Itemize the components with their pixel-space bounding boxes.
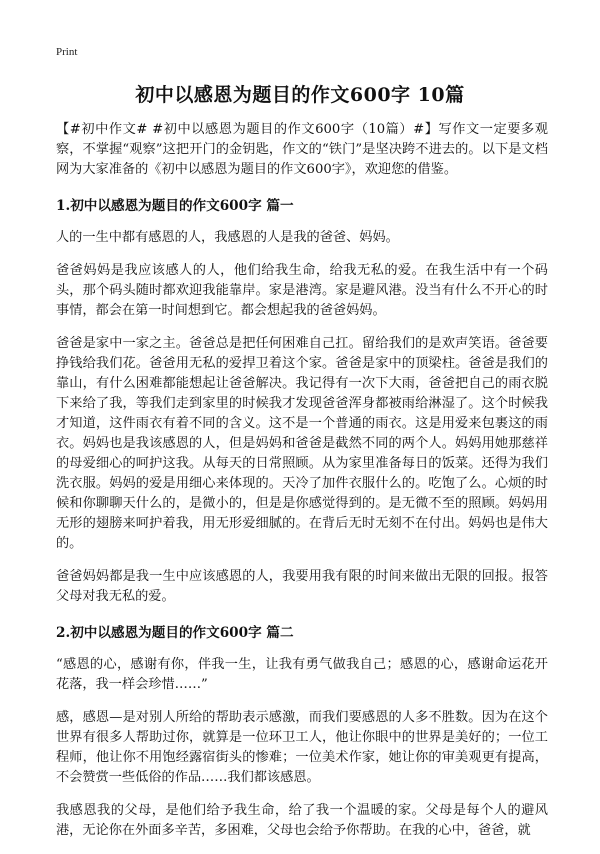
document-title: 初中以感恩为题目的作文600字 10篇 bbox=[135, 84, 465, 106]
paragraph: “感恩的心，感谢有你，伴我一生，让我有勇气做我自己；感恩的心，感谢命运花开花落，我一样会珍惜……” bbox=[56, 657, 548, 692]
paragraph: 爸爸妈妈是我应该感人的人，他们给我生命，给我无私的爱。在我生活中有一个码头，那个码头随时都欢迎我能靠岸。家是港湾。家是避风港。没当有什么不开心的时事情，都会在第一时间想到它。都会想起我的爸爸妈妈。 bbox=[56, 263, 548, 318]
intro-paragraph: 【#初中作文# #初中以感恩为题目的作文600字（10篇）#】写作文一定要多观察，不掌握“观察”这把开门的金钥匙，作文的“铁门”是坚决跨不进去的。以下是文档网为大家准备的《初中以感恩为题目的作文600字》，欢迎您的借鉴。 bbox=[56, 122, 548, 177]
print-link[interactable]: Print bbox=[56, 46, 78, 58]
document-body bbox=[56, 120, 548, 854]
paragraph: 我感恩我的父母，是他们给予我生命，给了我一个温暖的家。父母是每个人的避风港，无论你在外面多辛苦，多困难，父母也会给予你帮助。在我的心中，爸爸，就 bbox=[56, 803, 548, 838]
paragraph: 爸爸是家中一家之主。爸爸总是把任何困难自己扛。留给我们的是欢声笑语。爸爸要挣钱给我们花。爸爸用无私的爱捍卫着这个家。爸爸是家中的顶梁柱。爸爸是我们的靠山，有什么困难都能想起让爸爸解决。我记得有一次下大雨，爸爸把自己的雨衣脱下来给了我，等我们走到家里的时候我才发现爸爸浑身都被雨给淋湿了。这个时候我才知道，这件雨衣有着不同的含义。这不是一个普通的雨衣。这是用爱来包裹这的雨衣。妈妈也是我该感恩的人，但是妈妈和爸爸是截然不同的两个人。妈妈用她那慈祥的母爱细心的呵护这我。从每天的日常照顾。从为家里准备每日的饭菜。还得为我们洗衣服。妈妈的爱是用细心来体现的。天冷了加件衣服什么的。吃饱了么。心烦的时候和你聊聊天什么的，是微小的，但是是你感觉得到的。是无微不至的照顾。妈妈用无形的翅膀来呵护着我，用无形爱细腻的。在背后无时无刻不在付出。妈妈也是伟大的。 bbox=[56, 336, 548, 551]
section-heading: 2.初中以感恩为题目的作文600字 篇二 bbox=[56, 625, 294, 641]
paragraph: 爸爸妈妈都是我一生中应该感恩的人，我要用我有限的时间来做出无限的回报。报答父母对我无私的爱。 bbox=[56, 569, 548, 604]
paragraph: 感，感恩—是对别人所给的帮助表示感激，而我们要感恩的人多不胜数。因为在这个世界有很多人帮助过你，就算是一位环卫工人，他让你眼中的世界是美好的；一位工程师，他让你不用饱经露宿街头的惨难；一位美术作家，她让你的审美观更有提高，不会赞赏一些低俗的作品……我们都该感恩。 bbox=[56, 710, 548, 785]
section-heading: 1.初中以感恩为题目的作文600字 篇一 bbox=[56, 198, 294, 214]
paragraph: 人的一生中都有感恩的人，我感恩的人是我的爸爸、妈妈。 bbox=[56, 230, 399, 245]
